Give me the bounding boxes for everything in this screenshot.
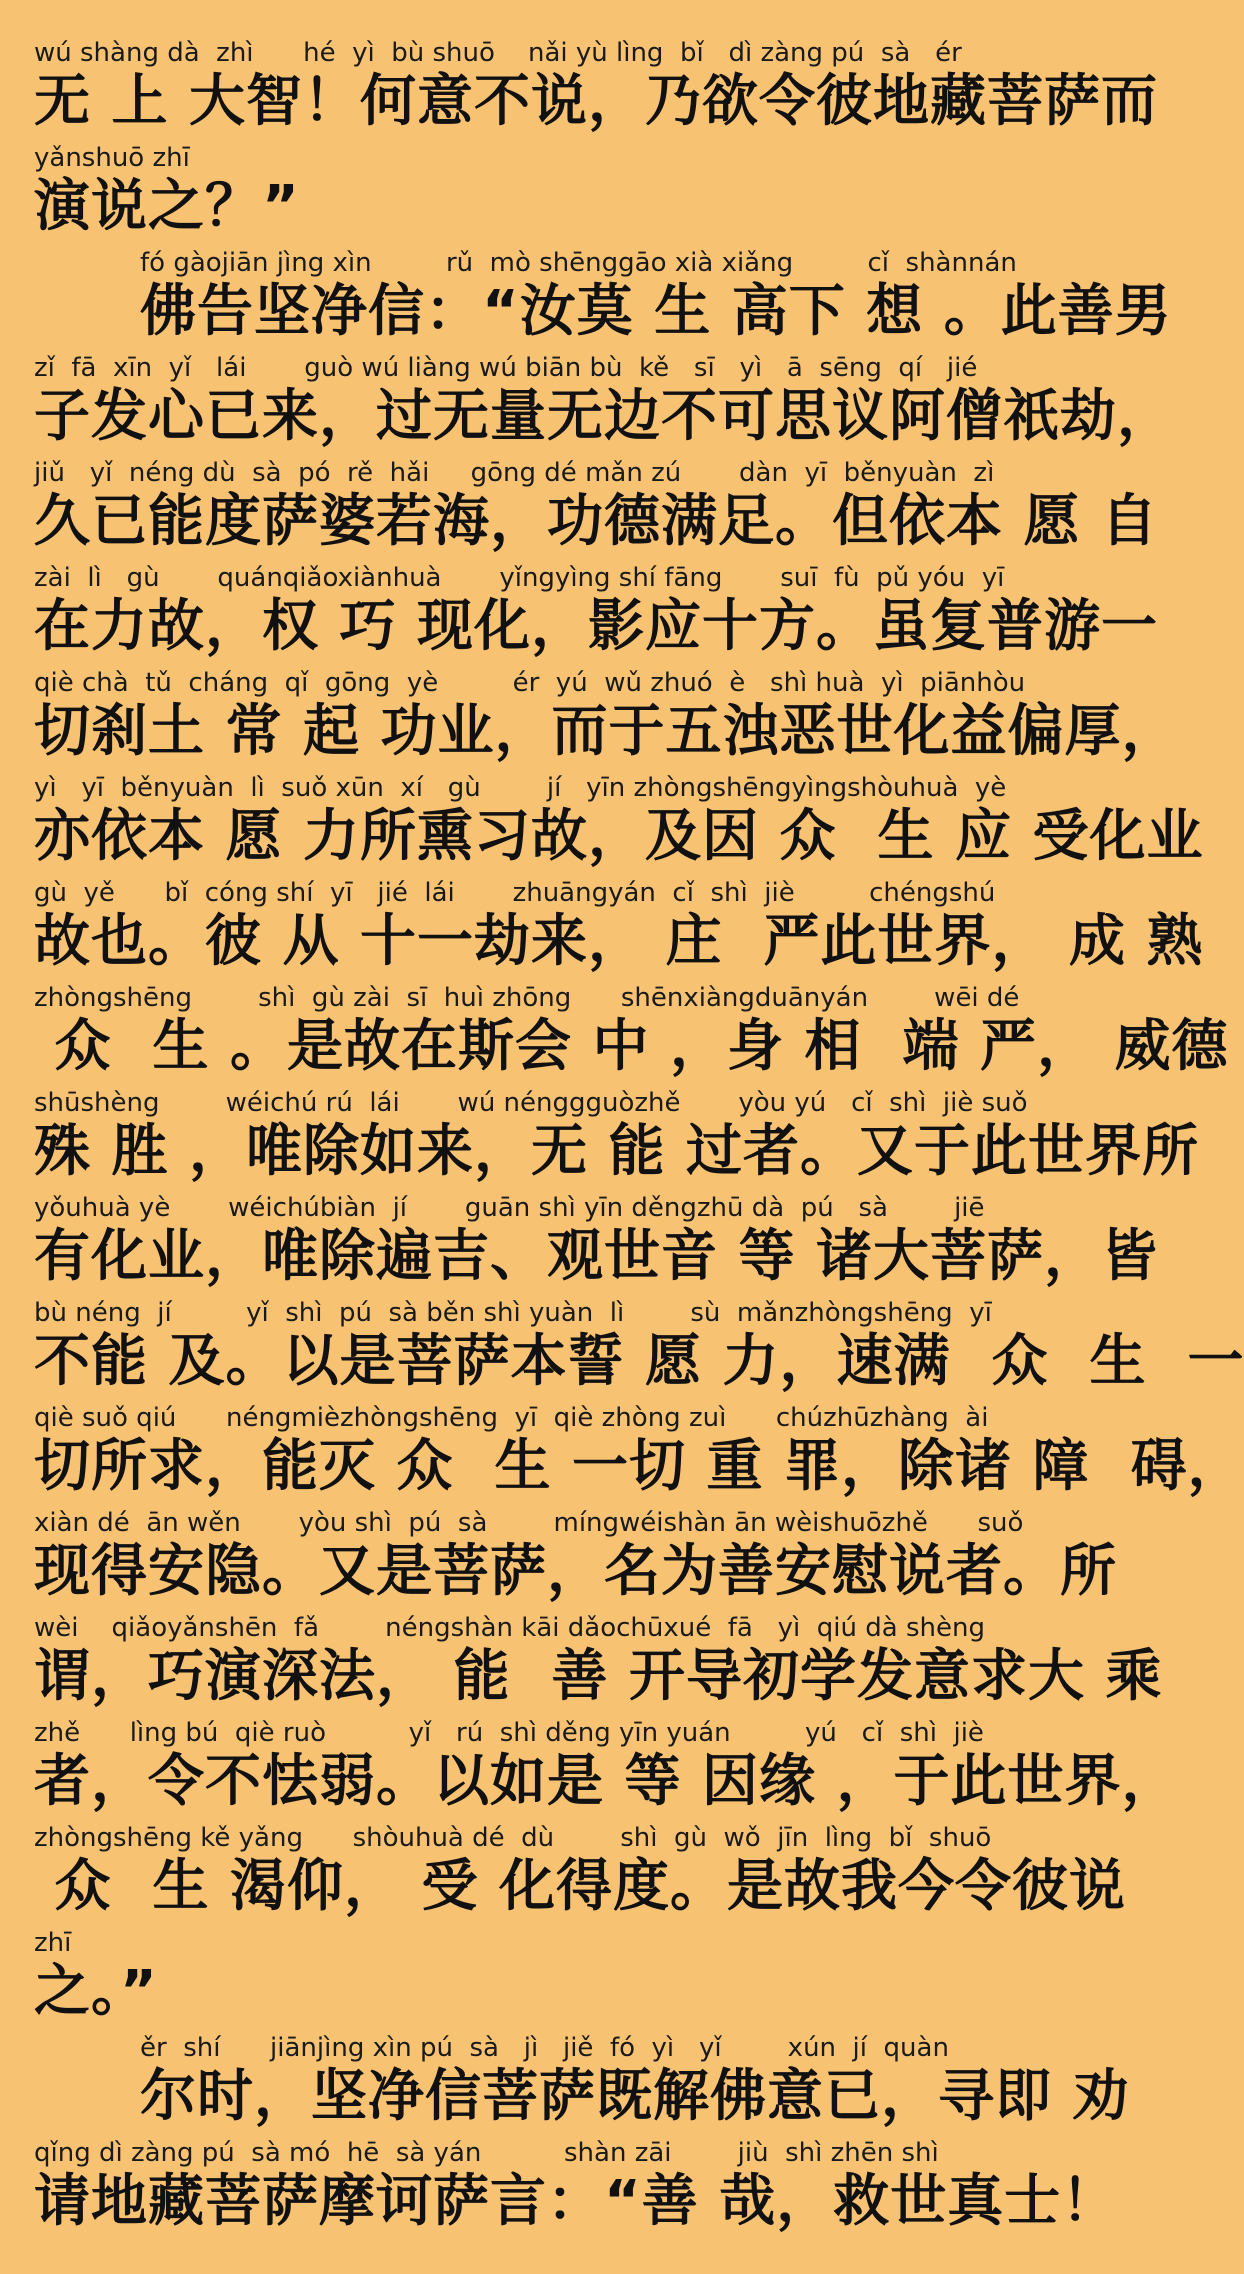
text-line-5 xyxy=(34,458,1158,554)
pinyin-row: zhòngshēng shì gù zài sī huì zhōng shēnxiàngduānyán wēi dé xyxy=(34,983,1020,1013)
hanzi-row: 切所求，能灭 众 生 一切 重 罪，除诸 障 碍， xyxy=(34,1434,1244,1499)
text-line-3 xyxy=(140,248,1172,344)
pinyin-row: yì yī běnyuàn lì suǒ xūn xí gù jí yīn zhòngshēngyìngshòuhuà yè xyxy=(34,773,1007,803)
hanzi-row: 演说之？” xyxy=(34,174,300,239)
hanzi-row: 有化业，唯除遍吉、观世音 等 诸大菩萨，皆 xyxy=(34,1224,1158,1289)
text-line-19 xyxy=(34,1928,1044,2024)
pinyin-row: gù yě bǐ cóng shí yī jié lái zhuāngyán cǐ shì jiè chéngshú xyxy=(34,878,996,908)
hanzi-row: 在力故，权 巧 现化，影应十方。虽复普游一 xyxy=(34,594,1158,659)
text-line-20 xyxy=(140,2033,1130,2129)
pinyin-row: yǎnshuō zhī xyxy=(34,143,190,173)
text-line-9 xyxy=(34,878,1204,974)
text-line-10 xyxy=(34,983,1229,1079)
text-line-18 xyxy=(34,1823,1126,1919)
text-line-21 xyxy=(34,2138,1119,2234)
text-line-6 xyxy=(34,563,1158,659)
text-line-2 xyxy=(34,143,1044,239)
text-line-11 xyxy=(34,1088,1199,1184)
text-line-17 xyxy=(34,1718,1179,1814)
pinyin-row: zhě lìng bú qiè ruò yǐ rú shì děng yīn yuán yú cǐ shì jiè xyxy=(34,1718,984,1748)
pinyin-row: jiǔ yǐ néng dù sà pó rě hǎi gōng dé mǎn zú dàn yī běnyuàn zì xyxy=(34,458,995,488)
text-line-14 xyxy=(34,1403,1244,1499)
pinyin-row: qiè chà tǔ cháng qǐ gōng yè ér yú wǔ zhuó è shì huà yì piānhòu xyxy=(34,668,1026,698)
hanzi-row: 不能 及。以是菩萨本誓 愿 力，速满 众 生 一 xyxy=(34,1329,1244,1394)
hanzi-row: 故也。彼 从 十一劫来， 庄 严此世界， 成 熟 xyxy=(34,909,1204,974)
hanzi-row: 现得安隐。又是菩萨，名为善安慰说者。所 xyxy=(34,1539,1117,1604)
text-line-16 xyxy=(34,1613,1163,1709)
hanzi-row: 之。” xyxy=(34,1959,158,2024)
hanzi-row: 众 生 渴仰， 受 化得度。是故我今令彼说 xyxy=(34,1854,1126,1919)
pinyin-row: fó gàojiān jìng xìn rǔ mò shēnggāo xià xiǎng cǐ shànnán xyxy=(140,248,1017,278)
hanzi-row: 亦依本 愿 力所熏习故，及因 众 生 应 受化业 xyxy=(34,804,1204,869)
pinyin-row: qǐng dì zàng pú sà mó hē sà yán shàn zāi jiù shì zhēn shì xyxy=(34,2138,939,2168)
pinyin-row: shūshèng wéichú rú lái wú nénggguòzhě yòu yú cǐ shì jiè suǒ xyxy=(34,1088,1028,1118)
text-line-13 xyxy=(34,1298,1244,1394)
text-line-12 xyxy=(34,1193,1158,1289)
pinyin-row: yǒuhuà yè wéichúbiàn jí guān shì yīn děngzhū dà pú sà jiē xyxy=(34,1193,985,1223)
hanzi-row: 子发心已来，过无量无边不可思议阿僧祇劫， xyxy=(34,384,1174,449)
hanzi-row: 无 上 大智！何意不说，乃欲令彼地藏菩萨而 xyxy=(34,69,1158,134)
text-line-7 xyxy=(34,668,1179,764)
pinyin-row: ěr shí jiānjìng xìn pú sà jì jiě fó yì yǐ xún jí quàn xyxy=(140,2033,949,2063)
text-line-1 xyxy=(34,38,1158,134)
text-line-8 xyxy=(34,773,1204,869)
pinyin-row: zhòngshēng kě yǎng shòuhuà dé dù shì gù wǒ jīn lìng bǐ shuō xyxy=(34,1823,992,1853)
hanzi-row: 切刹土 常 起 功业，而于五浊恶世化益偏厚， xyxy=(34,699,1179,764)
hanzi-row: 佛告坚净信：“汝莫 生 高下 想 。此善男 xyxy=(140,279,1172,344)
pinyin-row: xiàn dé ān wěn yòu shì pú sà míngwéishàn ān wèishuōzhě suǒ xyxy=(34,1508,1024,1538)
hanzi-row: 久已能度萨婆若海，功德满足。但依本 愿 自 xyxy=(34,489,1158,554)
pinyin-row: qiè suǒ qiú néngmièzhòngshēng yī qiè zhòng zuì chúzhūzhàng ài xyxy=(34,1403,989,1433)
pinyin-row: zài lì gù quánqiǎoxiànhuà yǐngyìng shí fāng suī fù pǔ yóu yī xyxy=(34,563,1005,593)
pinyin-row: bù néng jí yǐ shì pú sà běn shì yuàn lì sù mǎnzhòngshēng yī xyxy=(34,1298,992,1328)
pinyin-row: wú shàng dà zhì hé yì bù shuō nǎi yù lìng bǐ dì zàng pú sà ér xyxy=(34,38,962,68)
hanzi-row: 众 生 。是故在斯会 中 ，身 相 端 严， 威德 xyxy=(34,1014,1229,1079)
pinyin-row: zhī xyxy=(34,1928,72,1958)
hanzi-row: 殊 胜 ，唯除如来，无 能 过者。又于此世界所 xyxy=(34,1119,1199,1184)
hanzi-row: 请地藏菩萨摩诃萨言：“善 哉，救世真士！ xyxy=(34,2169,1119,2234)
hanzi-row: 尔时，坚净信菩萨既解佛意已，寻即 劝 xyxy=(140,2064,1130,2129)
text-line-4 xyxy=(34,353,1174,449)
hanzi-row: 者，令不怯弱。以如是 等 因缘 ，于此世界， xyxy=(34,1749,1179,1814)
pinyin-row: wèi qiǎoyǎnshēn fǎ néngshàn kāi dǎochūxué fā yì qiú dà shèng xyxy=(34,1613,985,1643)
hanzi-row: 谓，巧演深法， 能 善 开导初学发意求大 乘 xyxy=(34,1644,1163,1709)
text-line-15 xyxy=(34,1508,1117,1604)
pinyin-row: zǐ fā xīn yǐ lái guò wú liàng wú biān bù kě sī yì ā sēng qí jié xyxy=(34,353,978,383)
